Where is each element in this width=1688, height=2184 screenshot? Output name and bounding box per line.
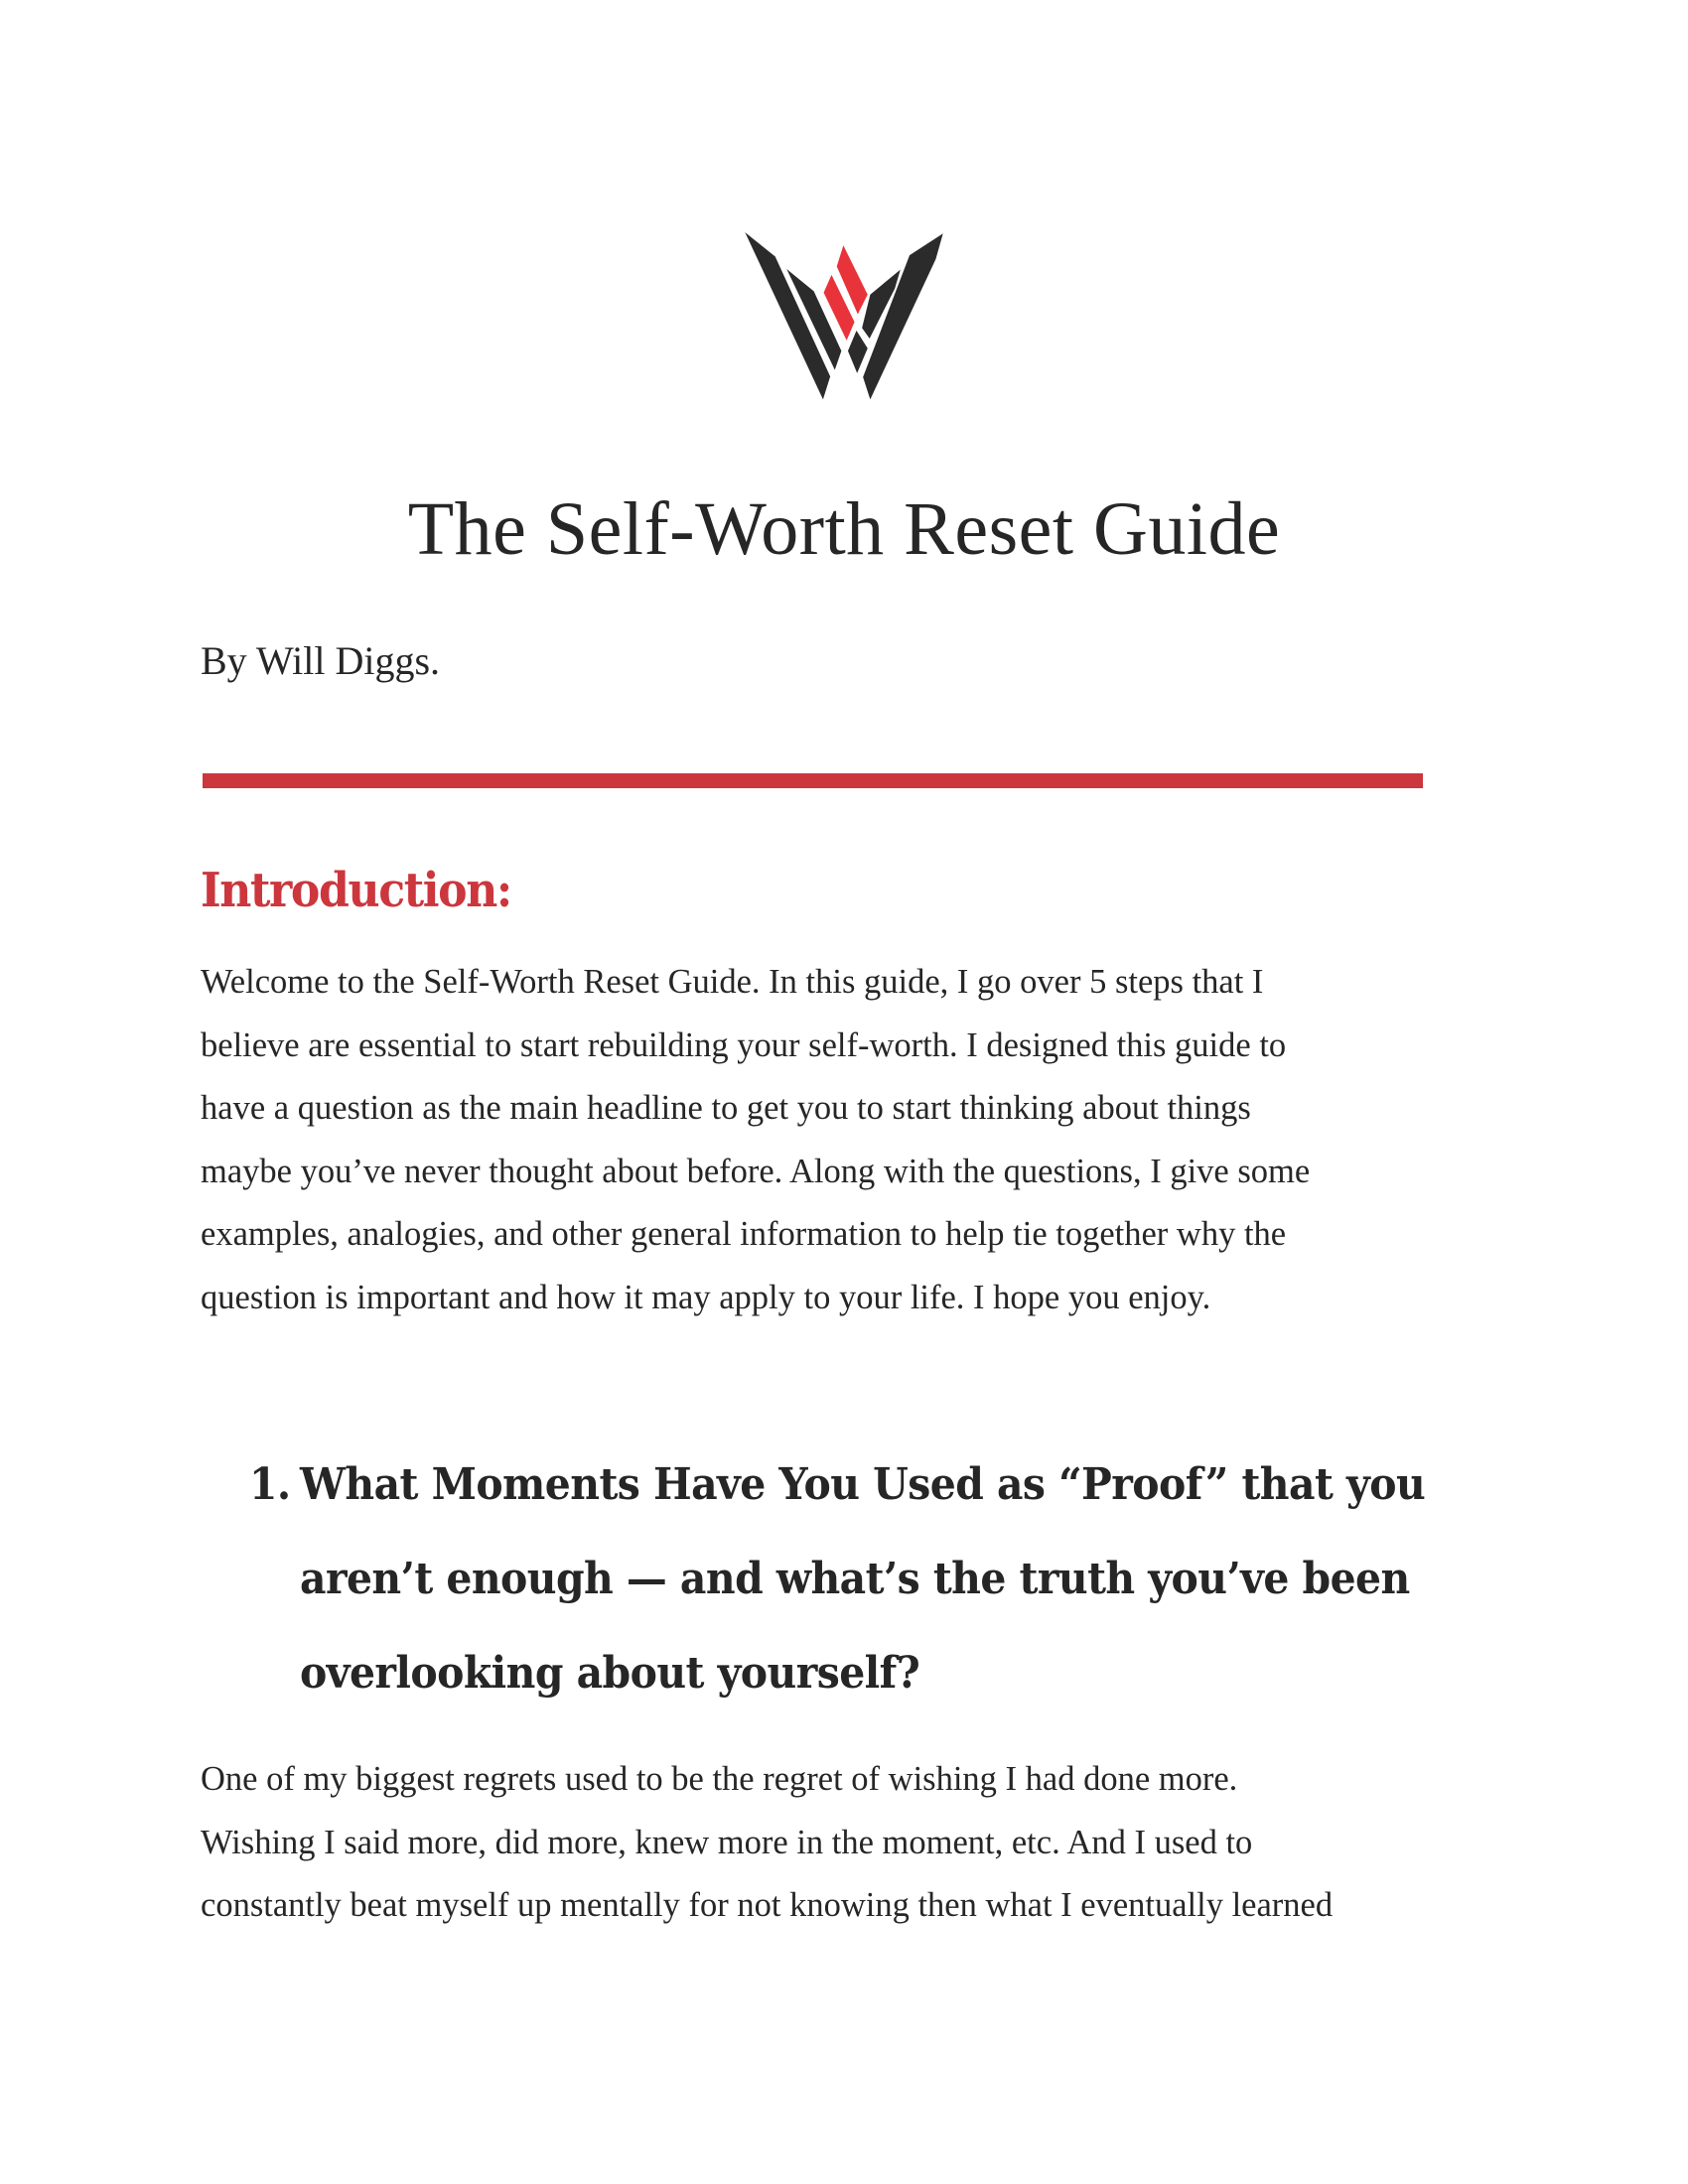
- section-1-body: [201, 1748, 1511, 1938]
- section-heading-line: aren’t enough — and what’s the truth you’ve been: [300, 1554, 1410, 1604]
- paragraph-line: One of my biggest regrets used to be the regret of wishing I had done more.: [201, 1760, 1238, 1798]
- section-heading-line: overlooking about yourself?: [300, 1648, 920, 1699]
- paragraph-line: maybe you’ve never thought about before. Along with the questions, I give some: [201, 1152, 1311, 1190]
- paragraph-line: question is important and how it may apply to your life. I hope you enjoy.: [201, 1278, 1211, 1316]
- byline: By Will Diggs.: [201, 638, 441, 683]
- brand-logo: [744, 231, 944, 400]
- divider-rule: [203, 773, 1423, 788]
- w-logo-icon: [744, 231, 944, 400]
- logo-center-stroke: [848, 331, 868, 373]
- paragraph-line: believe are essential to start rebuilding your self-worth. I designed this guide to: [201, 1025, 1287, 1064]
- section-heading-line: What Moments Have You Used as “Proof” that you: [300, 1459, 1426, 1510]
- document-title: The Self-Worth Reset Guide: [407, 487, 1281, 571]
- paragraph-line: Welcome to the Self-Worth Reset Guide. In this guide, I go over 5 steps that I: [201, 963, 1264, 1001]
- introduction-heading: Introduction:: [201, 863, 511, 918]
- paragraph-line: Wishing I said more, did more, knew more in the moment, etc. And I used to: [201, 1823, 1253, 1861]
- introduction-paragraph: [201, 951, 1511, 1330]
- paragraph-line: examples, analogies, and other general information to help tie together why the: [201, 1215, 1287, 1254]
- paragraph-line: have a question as the main headline to get you to start thinking about things: [201, 1089, 1251, 1128]
- paragraph-line: constantly beat myself up mentally for not knowing then what I eventually learned: [201, 1886, 1334, 1925]
- section-number: 1.: [249, 1459, 291, 1510]
